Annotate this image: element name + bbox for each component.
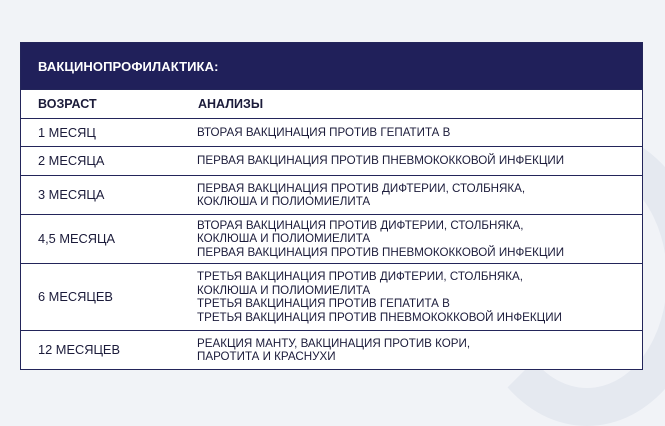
table-row: [21, 331, 642, 370]
table-row: [21, 147, 642, 176]
analysis-line: КОКЛЮША И ПОЛИОМИЕЛИТА: [197, 195, 371, 208]
analysis-line: ВТОРАЯ ВАКЦИНАЦИЯ ПРОТИВ ГЕПАТИТА В: [197, 125, 451, 139]
age-cell: 12 МЕСЯЦЕВ: [21, 331, 181, 370]
analysis-line: ВТОРАЯ ВАКЦИНАЦИЯ ПРОТИВ ДИФТЕРИИ, СТОЛБНЯКА,: [197, 218, 524, 232]
analysis-line: ПЕРВАЯ ВАКЦИНАЦИЯ ПРОТИВ ДИФТЕРИИ, СТОЛБНЯКА,: [197, 181, 526, 195]
analysis-line: РЕАКЦИЯ МАНТУ, ВАКЦИНАЦИЯ ПРОТИВ КОРИ,: [197, 336, 471, 350]
vaccination-table-card: [20, 42, 643, 370]
analysis-line: ПАРОТИТА И КРАСНУХИ: [197, 350, 336, 363]
age-cell: 1 МЕСЯЦ: [21, 119, 181, 147]
analysis-line: ТРЕТЬЯ ВАКЦИНАЦИЯ ПРОТИВ ПНЕВМОКОККОВОЙ ИНФЕКЦИИ: [197, 310, 562, 324]
column-header-age: ВОЗРАСТ: [21, 90, 181, 119]
age-cell: 3 МЕСЯЦА: [21, 176, 181, 215]
analyses-cell: [181, 264, 642, 331]
age-cell: 4,5 МЕСЯЦА: [21, 215, 181, 264]
table-row: [21, 215, 642, 264]
analysis-line: ТРЕТЬЯ ВАКЦИНАЦИЯ ПРОТИВ ДИФТЕРИИ, СТОЛБНЯКА,: [197, 270, 523, 283]
analyses-cell: [181, 176, 642, 215]
table-title: ВАКЦИНОПРОФИЛАКТИКА:: [21, 43, 642, 89]
table-row: [21, 119, 642, 147]
analysis-line: КОКЛЮША И ПОЛИОМИЕЛИТА: [197, 283, 371, 297]
table-row: [21, 176, 642, 215]
analysis-line: ПЕРВАЯ ВАКЦИНАЦИЯ ПРОТИВ ПНЕВМОКОККОВОЙ ИНФЕКЦИИ: [197, 245, 565, 259]
analysis-line: ТРЕТЬЯ ВАКЦИНАЦИЯ ПРОТИВ ГЕПАТИТА В: [197, 297, 450, 310]
analyses-cell: [181, 331, 642, 370]
table-header-row: [21, 90, 642, 119]
analyses-cell: [181, 147, 642, 176]
analyses-cell: [181, 215, 642, 264]
age-cell: 6 МЕСЯЦЕВ: [21, 264, 181, 331]
vaccination-table: [21, 89, 642, 369]
table-row: [21, 264, 642, 331]
age-cell: 2 МЕСЯЦА: [21, 147, 181, 176]
analyses-cell: [181, 119, 642, 147]
analysis-line: ПЕРВАЯ ВАКЦИНАЦИЯ ПРОТИВ ПНЕВМОКОККОВОЙ ИНФЕКЦИИ: [197, 154, 565, 168]
analysis-line: КОКЛЮША И ПОЛИОМИЕЛИТА: [197, 232, 371, 246]
column-header-analyses: АНАЛИЗЫ: [181, 90, 642, 119]
